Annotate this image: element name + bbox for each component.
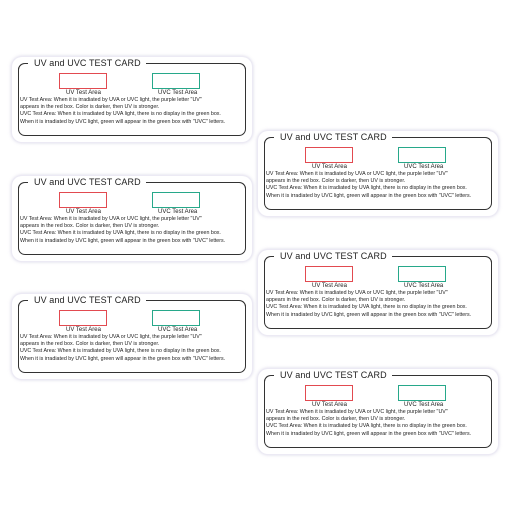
uv-test-box	[59, 310, 107, 326]
description-line: UV Test Area: When it is irradiated by UVA or UVC light, the purple letter "UV"	[20, 216, 202, 222]
description-line: UV Test Area: When it is irradiated by UVA or UVC light, the purple letter "UV"	[266, 171, 448, 177]
card-title: UV and UVC TEST CARD	[280, 370, 387, 380]
uvc-test-box	[398, 385, 446, 401]
description-line: UVC Test Area: When it is irradiated by UVA light, there is no display in the green box.	[20, 230, 221, 237]
description-line: UV Test Area: When it is irradiated by UVA or UVC light, the purple letter "UV"	[266, 409, 448, 415]
description-line: UVC Test Area: When it is irradiated by UVA light, there is no display in the green box.	[266, 185, 467, 192]
description-line: When it is irradiated by UVC light, green will appear in the green box with "UVC" letters.	[20, 355, 226, 362]
uv-test-box	[305, 266, 353, 282]
card-title: UV and UVC TEST CARD	[34, 58, 141, 68]
frame-corner	[482, 137, 492, 144]
card-description	[20, 216, 246, 245]
description-line: appears in the red box. Color is darker, then UV is stronger.	[266, 416, 406, 423]
uvc-test-area-label: UVC Test Area	[404, 283, 444, 289]
uv-test-box	[59, 192, 107, 208]
uv-test-box	[59, 73, 107, 89]
uvc-test-area-label: UVC Test Area	[158, 327, 198, 333]
uvc-test-box	[152, 192, 200, 208]
card-description	[266, 409, 492, 438]
uv-test-area-label: UV Test Area	[312, 283, 347, 289]
uv-test-box	[305, 147, 353, 163]
uvc-test-box	[398, 147, 446, 163]
uvc-test-area-label: UVC Test Area	[158, 90, 198, 96]
description-line: When it is irradiated by UVC light, green will appear in the green box with "UVC" letters.	[20, 118, 226, 125]
frame-corner	[236, 182, 246, 189]
card-description	[20, 97, 246, 126]
uv-test-card	[258, 131, 498, 216]
uv-test-area-label: UV Test Area	[312, 402, 347, 408]
uv-test-card	[12, 57, 252, 142]
uv-test-area-label: UV Test Area	[66, 327, 101, 333]
description-line: UV Test Area: When it is irradiated by UVA or UVC light, the purple letter "UV"	[20, 334, 202, 340]
frame-top-line	[392, 137, 486, 138]
description-line: When it is irradiated by UVC light, green will appear in the green box with "UVC" letters.	[266, 311, 472, 318]
frame-corner	[236, 63, 246, 70]
card-title: UV and UVC TEST CARD	[280, 132, 387, 142]
uv-test-area-label: UV Test Area	[312, 164, 347, 170]
uvc-test-box	[398, 266, 446, 282]
frame-corner	[482, 256, 492, 263]
card-title: UV and UVC TEST CARD	[34, 295, 141, 305]
uv-test-area-label: UV Test Area	[66, 209, 101, 215]
description-line: UVC Test Area: When it is irradiated by UVA light, there is no display in the green box.	[20, 348, 221, 355]
uv-test-card	[12, 294, 252, 379]
frame-corner	[236, 300, 246, 307]
card-title: UV and UVC TEST CARD	[280, 251, 387, 261]
description-line: appears in the red box. Color is darker, then UV is stronger.	[20, 104, 160, 111]
uvc-test-box	[152, 310, 200, 326]
card-description	[266, 290, 492, 319]
description-line: When it is irradiated by UVC light, green will appear in the green box with "UVC" letters.	[266, 192, 472, 199]
card-description	[266, 171, 492, 200]
uv-test-card	[258, 369, 498, 454]
description-line: appears in the red box. Color is darker, then UV is stronger.	[266, 178, 406, 185]
description-line: appears in the red box. Color is darker, then UV is stronger.	[20, 223, 160, 230]
description-line: When it is irradiated by UVC light, green will appear in the green box with "UVC" letters.	[20, 237, 226, 244]
uvc-test-area-label: UVC Test Area	[404, 164, 444, 170]
uv-test-card	[12, 176, 252, 261]
frame-top-line	[146, 63, 240, 64]
frame-corner	[482, 375, 492, 382]
uv-test-box	[305, 385, 353, 401]
uvc-test-box	[152, 73, 200, 89]
description-line: UVC Test Area: When it is irradiated by UVA light, there is no display in the green box.	[266, 423, 467, 430]
uvc-test-area-label: UVC Test Area	[158, 209, 198, 215]
uv-test-card	[258, 250, 498, 335]
card-title: UV and UVC TEST CARD	[34, 177, 141, 187]
description-line: UVC Test Area: When it is irradiated by UVA light, there is no display in the green box.	[266, 304, 467, 311]
frame-top-line	[392, 256, 486, 257]
description-line: When it is irradiated by UVC light, green will appear in the green box with "UVC" letters.	[266, 430, 472, 437]
description-line: UV Test Area: When it is irradiated by UVA or UVC light, the purple letter "UV"	[20, 97, 202, 103]
card-description	[20, 334, 246, 363]
description-line: appears in the red box. Color is darker, then UV is stronger.	[266, 297, 406, 304]
frame-top-line	[392, 375, 486, 376]
description-line: UV Test Area: When it is irradiated by UVA or UVC light, the purple letter "UV"	[266, 290, 448, 296]
description-line: appears in the red box. Color is darker, then UV is stronger.	[20, 341, 160, 348]
description-line: UVC Test Area: When it is irradiated by UVA light, there is no display in the green box.	[20, 111, 221, 118]
uv-test-area-label: UV Test Area	[66, 90, 101, 96]
frame-top-line	[146, 300, 240, 301]
uvc-test-area-label: UVC Test Area	[404, 402, 444, 408]
frame-top-line	[146, 182, 240, 183]
